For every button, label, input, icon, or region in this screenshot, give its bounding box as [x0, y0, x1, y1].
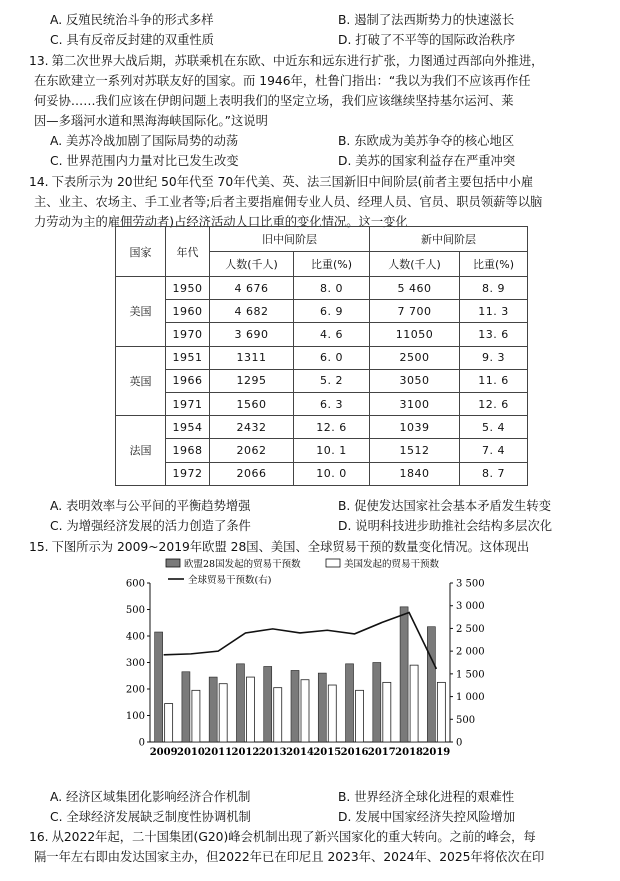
x-tick-label: 2011	[204, 747, 233, 758]
table-cell: 1311	[210, 346, 294, 369]
x-tick-label: 2019	[422, 747, 451, 758]
table-cell: 10. 0	[294, 462, 370, 485]
eu-bar	[236, 664, 244, 742]
table-cell: 12. 6	[294, 416, 370, 439]
left-tick-label: 100	[125, 711, 145, 722]
table-cell: 11. 6	[460, 369, 528, 392]
table-cell: 9. 3	[460, 346, 528, 369]
table-cell: 1951	[166, 346, 210, 369]
table-cell: 1039	[370, 416, 460, 439]
table-row	[116, 300, 528, 323]
table-cell: 3050	[370, 369, 460, 392]
table-cell: 1512	[370, 439, 460, 462]
table-cell: 1840	[370, 462, 460, 485]
country-cell: 美国	[116, 277, 166, 347]
left-tick-label: 600	[125, 578, 145, 590]
table-cell: 2066	[210, 462, 294, 485]
q13-option-d: D. 美苏的国家利益存在严重冲突	[338, 154, 516, 168]
eu-bar	[318, 673, 326, 742]
table-cell: 2432	[210, 416, 294, 439]
eu-bar	[155, 632, 163, 742]
table-cell: 11. 3	[460, 300, 528, 323]
table-cell: 4. 6	[294, 323, 370, 346]
q13-line-2: 在东欧建立一系列对苏联友好的国家。而 1946年，杜鲁门指出：“我以为我们不应该再作任	[34, 74, 531, 88]
right-tick-label: 3 500	[456, 578, 485, 590]
table-cell: 7. 4	[460, 439, 528, 462]
table-cell: 2062	[210, 439, 294, 462]
us-bar	[410, 665, 418, 742]
q14-option-d: D. 说明科技进步助推社会结构多层次化	[338, 519, 553, 533]
left-tick-label: 500	[125, 605, 145, 616]
us-bar	[328, 685, 336, 742]
q16-number: 16.	[29, 830, 49, 844]
q15-option-c: C. 全球经济发展缺乏制度性协调机制	[50, 810, 251, 824]
table-cell: 1966	[166, 369, 210, 392]
trade-intervention-chart	[118, 556, 498, 786]
q12-option-b: B. 遏制了法西斯势力的快速滋长	[338, 13, 515, 27]
q15-line-1: 15. 下图所示为 2009~2019年欧盟 28国、美国、全球贸易干预的数量变化情况。这体现出	[29, 540, 530, 554]
eu-bar	[209, 677, 217, 742]
header-new-ratio: 比重(%)	[460, 252, 528, 277]
us-bar	[437, 682, 445, 742]
table-cell: 5. 2	[294, 369, 370, 392]
x-tick-label: 2013	[258, 747, 287, 758]
table-cell: 4 676	[210, 277, 294, 300]
eu-bar	[346, 664, 354, 742]
table-cell: 13. 6	[460, 323, 528, 346]
q14-number: 14.	[29, 175, 49, 189]
us-bar	[356, 690, 364, 742]
table-cell: 1960	[166, 300, 210, 323]
q13-option-a: A. 美苏冷战加剧了国际局势的动荡	[50, 134, 239, 148]
table-row	[116, 439, 528, 462]
legend-global-label: 全球贸易干预数(右)	[188, 575, 272, 586]
eu-bar	[291, 670, 299, 742]
header-new-middle-class: 新中间阶层	[370, 227, 528, 252]
x-tick-label: 2015	[313, 747, 342, 758]
q13-line-4: 因—多瑙河水道和黑海海峡国际化。”这说明	[34, 114, 268, 128]
header-year: 年代	[166, 227, 210, 277]
eu-bar	[373, 663, 381, 743]
table-row	[116, 277, 528, 300]
header-new-people: 人数(千人)	[370, 252, 460, 277]
right-tick-label: 0	[456, 737, 463, 749]
legend-us-label: 美国发起的贸易干预数	[344, 559, 440, 570]
q12-option-d: D. 打破了不平等的国际政治秩序	[338, 33, 516, 47]
eu-bar	[182, 672, 190, 742]
q15-number: 15.	[29, 540, 49, 554]
table-cell: 1950	[166, 277, 210, 300]
table-cell: 8. 7	[460, 462, 528, 485]
x-tick-label: 2014	[286, 747, 314, 758]
table-cell: 1954	[166, 416, 210, 439]
right-tick-label: 1 500	[456, 669, 485, 681]
right-tick-label: 3 000	[456, 601, 485, 613]
q12-option-a: A. 反殖民统治斗争的形式多样	[50, 13, 214, 27]
right-tick-label: 2 500	[456, 623, 485, 635]
table-cell: 4 682	[210, 300, 294, 323]
right-tick-label: 1 000	[456, 692, 485, 704]
table-row	[116, 416, 528, 439]
table-cell: 6. 0	[294, 346, 370, 369]
us-bar	[219, 684, 227, 742]
eu-bar	[427, 627, 435, 742]
q15-option-a: A. 经济区域集团化影响经济合作机制	[50, 790, 251, 804]
table-row	[116, 392, 528, 415]
x-tick-label: 2009	[149, 747, 178, 758]
table-row	[116, 462, 528, 485]
left-tick-label: 300	[125, 658, 145, 669]
x-tick-label: 2018	[395, 747, 424, 758]
q15-option-b: B. 世界经济全球化进程的艰难性	[338, 790, 515, 804]
table-cell: 1295	[210, 369, 294, 392]
header-country: 国家	[116, 227, 166, 277]
q14-line-1: 14. 下表所示为 20世纪 50年代至 70年代美、英、法三国新旧中间阶层(前者主要包括中小雇	[29, 175, 534, 189]
left-tick-label: 400	[125, 631, 145, 643]
table-cell: 3100	[370, 392, 460, 415]
q14-option-c: C. 为增强经济发展的活力创造了条件	[50, 519, 251, 533]
q15-option-d: D. 发展中国家经济失控风险增加	[338, 810, 516, 824]
us-bar	[165, 704, 173, 742]
table-cell: 1560	[210, 392, 294, 415]
us-bar	[246, 677, 254, 742]
country-cell: 法国	[116, 416, 166, 486]
global-line	[164, 613, 437, 669]
q13-option-c: C. 世界范围内力量对比已发生改变	[50, 154, 239, 168]
q14-option-b: B. 促使发达国家社会基本矛盾发生转变	[338, 499, 552, 513]
left-tick-label: 200	[125, 684, 145, 696]
us-bar	[274, 688, 282, 742]
q16-line-2: 隔一年左右即由发达国家主办，但2022年已在印尼且 2023年、2024年、2025年将依次在印	[34, 850, 545, 864]
table-row	[116, 346, 528, 369]
us-bar	[383, 682, 391, 742]
table-cell: 8. 9	[460, 277, 528, 300]
table-cell: 12. 6	[460, 392, 528, 415]
table-cell: 5. 4	[460, 416, 528, 439]
table-cell: 10. 1	[294, 439, 370, 462]
table-cell: 3 690	[210, 323, 294, 346]
table-row	[116, 369, 528, 392]
table-cell: 6. 3	[294, 392, 370, 415]
table-cell: 1971	[166, 392, 210, 415]
table-row	[116, 323, 528, 346]
q14-line-3: 力劳动为主的雇佣劳动者)占经济活动人口比重的变化情况。这一变化	[34, 215, 408, 229]
table-cell: 6. 9	[294, 300, 370, 323]
table-cell: 1972	[166, 462, 210, 485]
us-bar	[301, 680, 309, 742]
q14-line-2: 主、业主、农场主、手工业者等;后者主要指雇佣专业人员、经理人员、官员、职员领薪等以脑	[34, 195, 543, 209]
right-tick-label: 2 000	[456, 646, 485, 658]
q13-number: 13.	[29, 54, 49, 68]
x-tick-label: 2012	[231, 747, 260, 758]
x-tick-label: 2017	[367, 747, 396, 758]
table-cell: 2500	[370, 346, 460, 369]
table-cell: 11050	[370, 323, 460, 346]
eu-bar	[264, 666, 272, 742]
q16-line-1: 16. 从2022年起，二十国集团(G20)峰会机制出现了新兴国家化的重大转向。之前的峰会，每	[29, 830, 536, 844]
q13-line-1: 13. 第二次世界大战后期，苏联乘机在东欧、中近东和远东进行扩张，力图通过西部向外推进，	[29, 54, 544, 68]
right-tick-label: 500	[456, 714, 476, 726]
legend-eu-label: 欧盟28国发起的贸易干预数	[184, 559, 301, 570]
x-tick-label: 2010	[176, 747, 205, 758]
header-old-middle-class: 旧中间阶层	[210, 227, 370, 252]
table-cell: 1968	[166, 439, 210, 462]
table-cell: 8. 0	[294, 277, 370, 300]
q12-option-c: C. 具有反帝反封建的双重性质	[50, 33, 214, 47]
q14-data-table	[115, 226, 528, 486]
eu-bar	[400, 607, 408, 742]
q13-option-b: B. 东欧成为美苏争夺的核心地区	[338, 134, 515, 148]
header-old-people: 人数(千人)	[210, 252, 294, 277]
legend-eu-swatch	[166, 559, 180, 567]
left-tick-label: 0	[138, 737, 145, 749]
x-tick-label: 2016	[340, 747, 369, 758]
table-cell: 5 460	[370, 277, 460, 300]
us-bar	[192, 690, 200, 742]
table-cell: 7 700	[370, 300, 460, 323]
table-cell: 1970	[166, 323, 210, 346]
header-old-ratio: 比重(%)	[294, 252, 370, 277]
country-cell: 英国	[116, 346, 166, 416]
legend-us-swatch	[326, 559, 340, 567]
q13-line-3: 何妥协……我们应该在伊朗问题上表明我们的坚定立场，我们应该继续坚持基尔运河、莱	[34, 94, 514, 108]
q14-option-a: A. 表明效率与公平间的平衡趋势增强	[50, 499, 251, 513]
